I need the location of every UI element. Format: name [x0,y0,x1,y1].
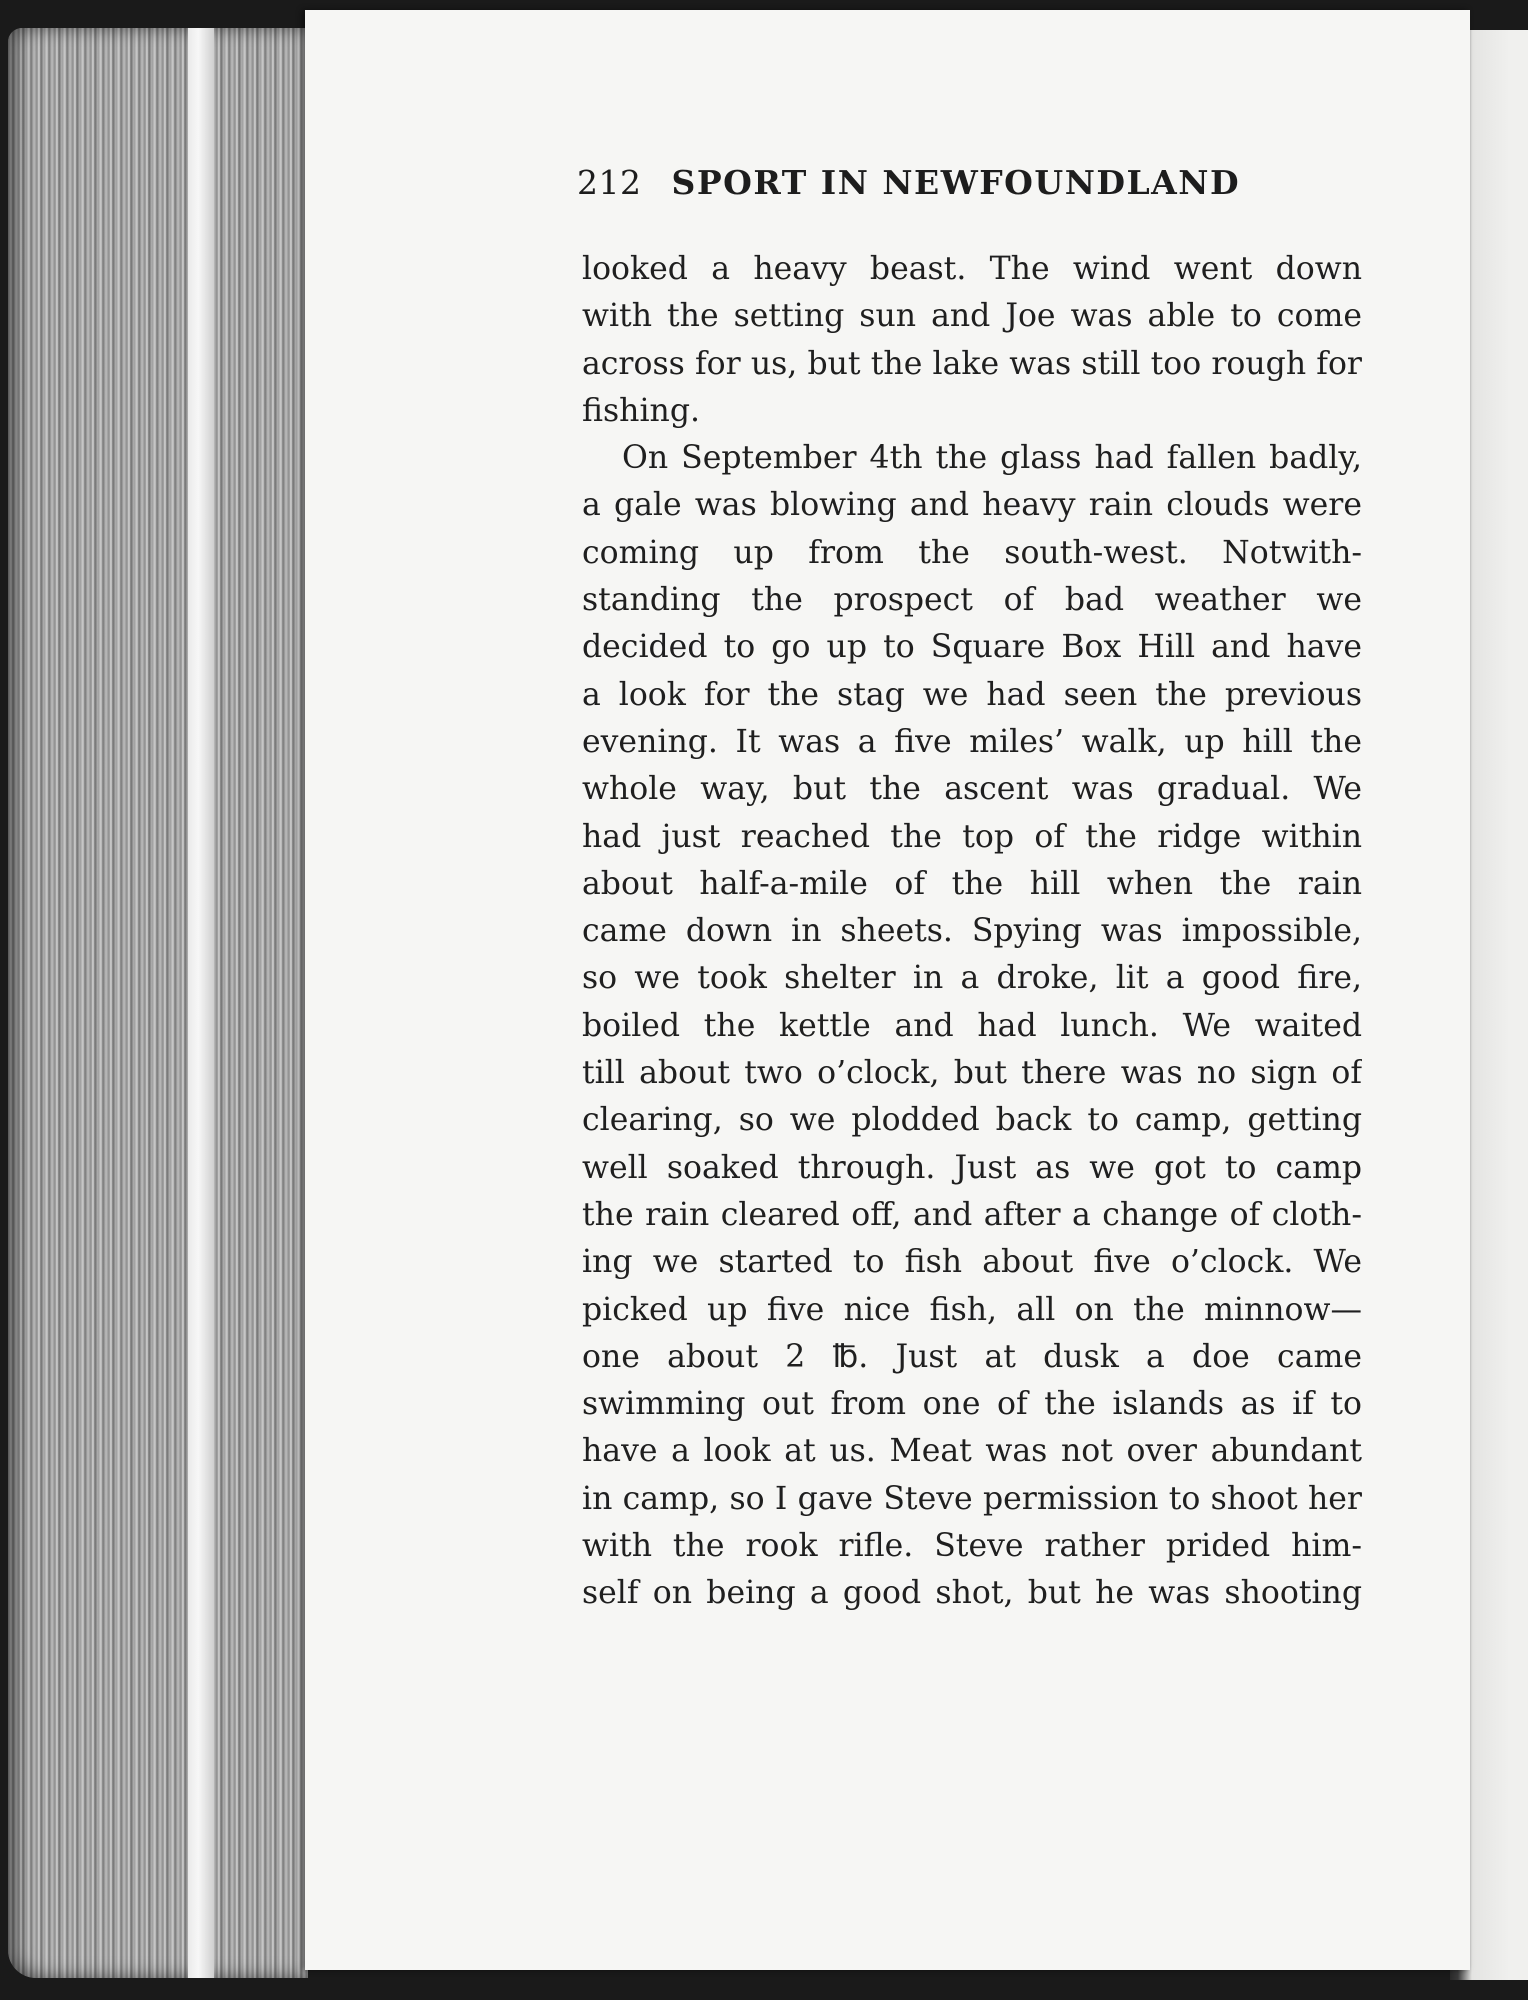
text-line: till about two o’clock, but there was no sign of [582,1055,1362,1092]
text-line: picked up five nice fish, all on the minnow— [582,1291,1362,1328]
text-line: came down in sheets. Spying was impossible, [582,913,1362,950]
text-line: On September 4th the glass had fallen badly, [622,440,1362,477]
text-line: boiled the kettle and had lunch. We waited [582,1007,1362,1044]
text-line: one about 2 ℔. Just at dusk a doe came [582,1338,1362,1375]
text-line: coming up from the south-west. Notwith- [582,534,1362,571]
body-text [582,246,1362,1618]
text-line: well soaked through. Just as we got to camp [582,1149,1362,1186]
text-line: with the rook rifle. Steve rather prided him- [582,1528,1362,1565]
text-line: about half-a-mile of the hill when the rain [582,865,1362,902]
text-line: the rain cleared off, and after a change of cloth- [582,1196,1362,1233]
text-line: across for us, but the lake was still too rough for [582,345,1362,382]
text-line: in camp, so I gave Steve permission to shoot her [582,1480,1362,1517]
text-line: ing we started to fish about five o’clock. We [582,1244,1362,1281]
text-line: standing the prospect of bad weather we [582,582,1362,619]
text-line: a look for the stag we had seen the previous [582,676,1362,713]
page-number: 212 [577,163,642,202]
text-line: have a look at us. Meat was not over abundant [582,1433,1362,1470]
text-line: so we took shelter in a droke, lit a good fire, [582,960,1362,997]
page-edges-stack [8,28,308,1978]
text-line: whole way, but the ascent was gradual. We [582,771,1362,808]
text-line: clearing, so we plodded back to camp, getting [582,1102,1362,1139]
text-line: looked a heavy beast. The wind went down [582,251,1362,287]
running-title: SPORT IN NEWFOUNDLAND [671,163,1241,202]
text-line: self on being a good shot, but he was shooting [582,1575,1362,1612]
text-line: swimming out from one of the islands as if to [582,1386,1362,1423]
running-head [577,160,1257,206]
text-line: with the setting sun and Joe was able to come [582,298,1362,335]
text-line: evening. It was a five miles’ walk, up hill the [582,723,1362,760]
text-line: a gale was blowing and heavy rain clouds were [582,487,1362,524]
text-line: decided to go up to Square Box Hill and have [582,629,1362,666]
text-line: fishing. [582,392,701,429]
text-line: had just reached the top of the ridge within [582,818,1362,855]
